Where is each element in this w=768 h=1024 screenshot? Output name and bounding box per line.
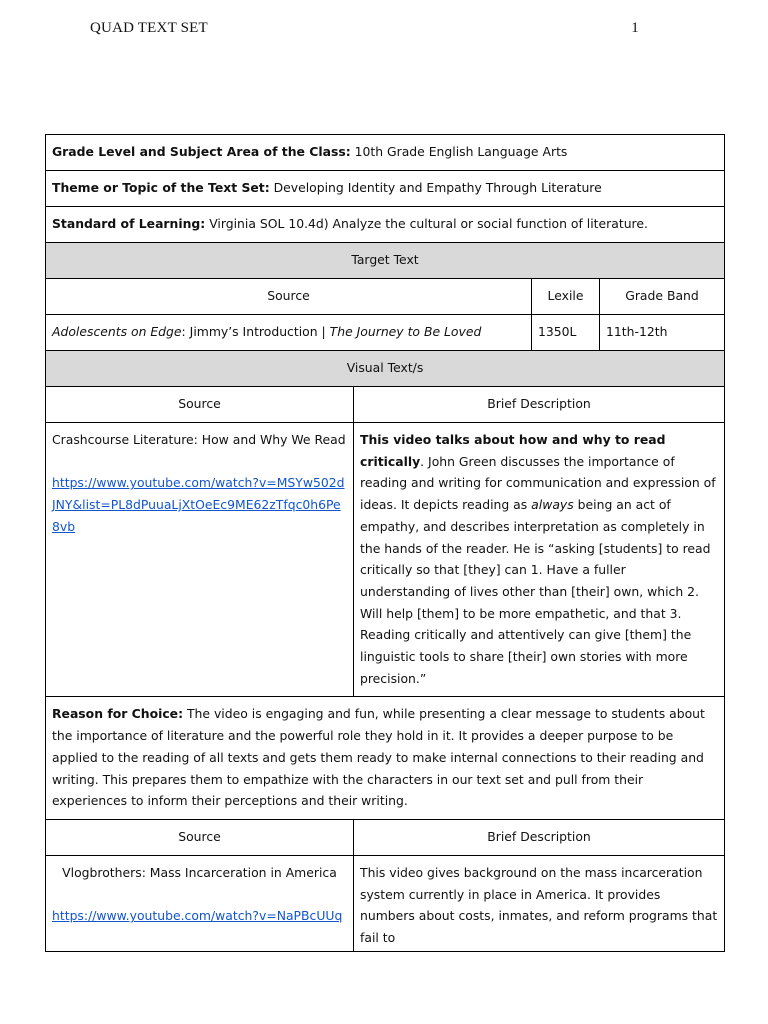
running-head-title: QUAD TEXT SET: [90, 20, 208, 36]
reason-label: Reason for Choice:: [52, 706, 184, 722]
standard-row: [46, 207, 725, 243]
page-number: 1: [631, 20, 639, 36]
grade-row: [46, 135, 725, 171]
target-source-title: Adolescents on Edge: [52, 324, 182, 339]
visual-item-2-description: This video gives background on the mass incarceration system currently in place in America. It provides numbers about costs, inmates, and reform programs that fail to: [354, 855, 725, 951]
visual-texts-heading: Visual Text/s: [46, 351, 725, 387]
target-grade-band-value: 11th-12th: [600, 315, 725, 351]
grade-cell: [46, 135, 725, 171]
visual-item-1-reason: [46, 697, 725, 820]
visual-item-2-link[interactable]: https://www.youtube.com/watch?v=NaPBcUUq: [52, 908, 343, 924]
standard-cell: [46, 207, 725, 243]
grade-value: 10th Grade English Language Arts: [350, 144, 568, 159]
grade-label: Grade Level and Subject Area of the Class:: [52, 144, 351, 159]
target-col-source: Source: [46, 279, 532, 315]
target-source-middle: : Jimmy’s Introduction |: [181, 324, 330, 339]
theme-cell: [46, 171, 725, 207]
visual-item-1-row: [46, 423, 725, 697]
visual-item-1-description: [354, 423, 725, 697]
visual-col-description: Brief Description: [354, 387, 725, 423]
standard-value: Virginia SOL 10.4d) Analyze the cultural or social function of literature.: [205, 216, 648, 231]
theme-row: [46, 171, 725, 207]
standard-label: Standard of Learning:: [52, 216, 206, 231]
visual-item-1-link[interactable]: https://www.youtube.com/watch?v=MSYw502dJNY&list=PL8dPuuaLjXtOeEc9ME62zTfqc0h6Pe8vb: [52, 475, 345, 534]
visual-col-source-2: Source: [46, 819, 354, 855]
visual-item-1-source: [46, 423, 354, 697]
target-source-subtitle: The Journey to Be Loved: [329, 324, 482, 339]
visual-item-2-source: [46, 855, 354, 951]
visual-header-row-2: [46, 819, 725, 855]
visual-header-row-1: [46, 387, 725, 423]
visual-heading-row: [46, 351, 725, 387]
target-col-lexile: Lexile: [532, 279, 600, 315]
visual-item-1-reason-row: [46, 697, 725, 820]
visual-item-1-title: Crashcourse Literature: How and Why We Read: [52, 432, 346, 447]
visual-item-2-title: Vlogbrothers: Mass Incarceration in America: [62, 864, 337, 880]
target-header-row: [46, 279, 725, 315]
visual-item-2-row: [46, 855, 725, 951]
visual-item-1-desc-bold: This video talks about how and why to read critically: [360, 432, 666, 469]
target-data-row: [46, 315, 725, 351]
spacer: [52, 451, 347, 473]
visual-item-1-desc-a: . John Green discusses the importance of reading and writing for communication and expression of ideas. It depicts reading as: [360, 453, 716, 513]
target-lexile-value: 1350L: [532, 315, 600, 351]
visual-col-description-2: Brief Description: [354, 819, 725, 855]
running-head: [90, 20, 639, 37]
theme-value: Developing Identity and Empathy Through Literature: [269, 180, 602, 195]
visual-item-1-desc-b: being an act of empathy, and describes interpretation as completely in the hands of the reader. He is “asking [students] to read critically so that [they] can 1. Have a fuller understanding of lives other than [their] own, which 2. Will help [them] to be more empathetic, and that 3. Reading critically and attentively can give [them] the linguistic tools to share [their] own stories with more precision.”: [360, 497, 711, 686]
visual-item-1-desc-italic: always: [531, 497, 574, 513]
target-col-grade-band: Grade Band: [600, 279, 725, 315]
visual-col-source: Source: [46, 387, 354, 423]
theme-label: Theme or Topic of the Text Set:: [52, 180, 270, 195]
quad-text-set-table: [45, 134, 725, 952]
target-source-cell: [46, 315, 532, 351]
reason-text: The video is engaging and fun, while presenting a clear message to students about the importance of literature and the powerful role they hold in it. It provides a deeper purpose to be applied to the reading of all texts and gets them ready to make internal connections to their reading and writing. This prepares them to empathize with the characters in our text set and pull from their experiences to inform their perceptions and their writing.: [52, 706, 705, 809]
target-text-heading: Target Text: [46, 243, 725, 279]
target-heading-row: [46, 243, 725, 279]
spacer: [52, 884, 347, 906]
